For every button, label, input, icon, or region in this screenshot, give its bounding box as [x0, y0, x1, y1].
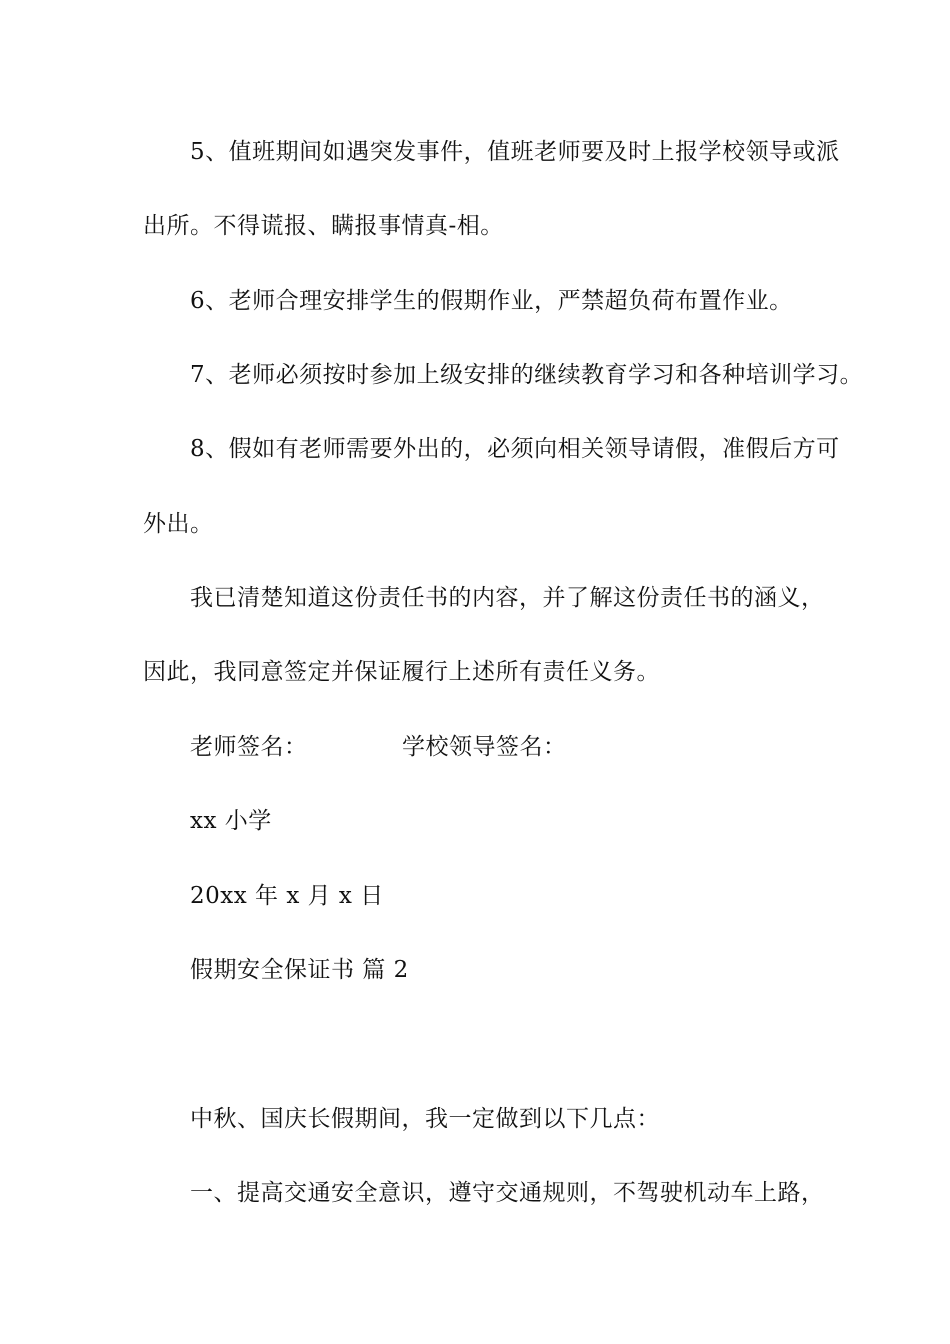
school-name: xx 小学 [190, 808, 272, 834]
document-date: 20xx 年 x 月 x 日 [190, 883, 384, 909]
section2-intro: 中秋、国庆长假期间，我一定做到以下几点： [190, 1106, 660, 1132]
paragraph-item-8-line-1: 8、假如有老师需要外出的，必须向相关领导请假，准假后方可 [190, 436, 840, 462]
paragraph-item-8-line-2: 外出。 [143, 511, 214, 537]
section2-item-1: 一、提高交通安全意识，遵守交通规则，不驾驶机动车上路， [190, 1180, 825, 1206]
teacher-signature-label: 老师签名： [190, 734, 308, 760]
paragraph-item-7: 7、老师必须按时参加上级安排的继续教育学习和各种培训学习。 [190, 362, 864, 388]
paragraph-acknowledgement-line-2: 因此，我同意签定并保证履行上述所有责任义务。 [143, 659, 660, 685]
paragraph-acknowledgement-line-1: 我已清楚知道这份责任书的内容，并了解这份责任书的涵义， [190, 585, 825, 611]
school-leader-signature-label: 学校领导签名： [402, 734, 567, 760]
paragraph-item-6: 6、老师合理安排学生的假期作业，严禁超负荷布置作业。 [190, 288, 793, 314]
paragraph-item-5-line-1: 5、值班期间如遇突发事件，值班老师要及时上报学校领导或派 [190, 139, 840, 165]
section-title: 假期安全保证书 篇 2 [190, 957, 409, 983]
paragraph-item-5-line-2: 出所。不得谎报、瞒报事情真-相。 [143, 213, 504, 239]
